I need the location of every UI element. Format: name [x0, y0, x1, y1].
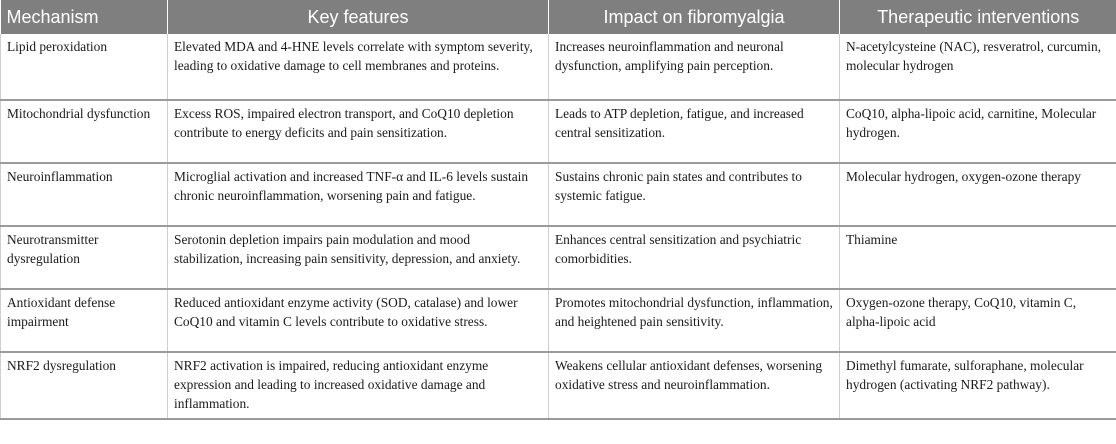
cell-key-features: Microglial activation and increased TNF-α and IL-6 levels sustain chronic neuroinflammation, worsening pain and fatigue. [168, 163, 549, 226]
cell-interventions: CoQ10, alpha-lipoic acid, carnitine, Molecular hydrogen. [840, 100, 1116, 163]
header-row [1, 0, 1116, 34]
cell-key-features: Elevated MDA and 4-HNE levels correlate with symptom severity, leading to oxidative damage to cell membranes and proteins. [168, 34, 549, 100]
cell-interventions: N-acetylcysteine (NAC), resveratrol, curcumin, molecular hydrogen [840, 34, 1116, 100]
cell-key-features: Excess ROS, impaired electron transport, and CoQ10 depletion contribute to energy deficits and pain sensitization. [168, 100, 549, 163]
cell-interventions: Oxygen-ozone therapy, CoQ10, vitamin C, alpha-lipoic acid [840, 289, 1116, 352]
cell-key-features: Serotonin depletion impairs pain modulation and mood stabilization, increasing pain sensitivity, depression, and anxiety. [168, 226, 549, 289]
cell-key-features: Reduced antioxidant enzyme activity (SOD, catalase) and lower CoQ10 and vitamin C levels contribute to oxidative stress. [168, 289, 549, 352]
cell-mechanism: Lipid peroxidation [1, 34, 168, 100]
cell-interventions: Dimethyl fumarate, sulforaphane, molecular hydrogen (activating NRF2 pathway). [840, 352, 1116, 419]
table-body [1, 34, 1116, 419]
cell-impact: Increases neuroinflammation and neuronal dysfunction, amplifying pain perception. [549, 34, 840, 100]
table-row [1, 289, 1116, 352]
cell-impact: Leads to ATP depletion, fatigue, and increased central sensitization. [549, 100, 840, 163]
cell-interventions: Molecular hydrogen, oxygen-ozone therapy [840, 163, 1116, 226]
cell-mechanism: Neuroinflammation [1, 163, 168, 226]
cell-mechanism: Mitochondrial dysfunction [1, 100, 168, 163]
cell-mechanism: Neurotransmitter dysregulation [1, 226, 168, 289]
header-impact: Impact on fibromyalgia [549, 0, 840, 34]
table-row [1, 163, 1116, 226]
cell-impact: Enhances central sensitization and psychiatric comorbidities. [549, 226, 840, 289]
cell-impact: Promotes mitochondrial dysfunction, inflammation, and heightened pain sensitivity. [549, 289, 840, 352]
cell-mechanism: Antioxidant defense impairment [1, 289, 168, 352]
cell-interventions: Thiamine [840, 226, 1116, 289]
cell-impact: Sustains chronic pain states and contributes to systemic fatigue. [549, 163, 840, 226]
header-key-features: Key features [168, 0, 549, 34]
header-mechanism: Mechanism [1, 0, 168, 34]
cell-key-features: NRF2 activation is impaired, reducing antioxidant enzyme expression and leading to increased oxidative damage and inflammation. [168, 352, 549, 419]
cell-mechanism: NRF2 dysregulation [1, 352, 168, 419]
table-header [1, 0, 1116, 34]
table-row [1, 34, 1116, 100]
table-row [1, 226, 1116, 289]
table-row [1, 100, 1116, 163]
header-interventions: Therapeutic interventions [840, 0, 1116, 34]
cell-impact: Weakens cellular antioxidant defenses, worsening oxidative stress and neuroinflammation. [549, 352, 840, 419]
table-row [1, 352, 1116, 419]
